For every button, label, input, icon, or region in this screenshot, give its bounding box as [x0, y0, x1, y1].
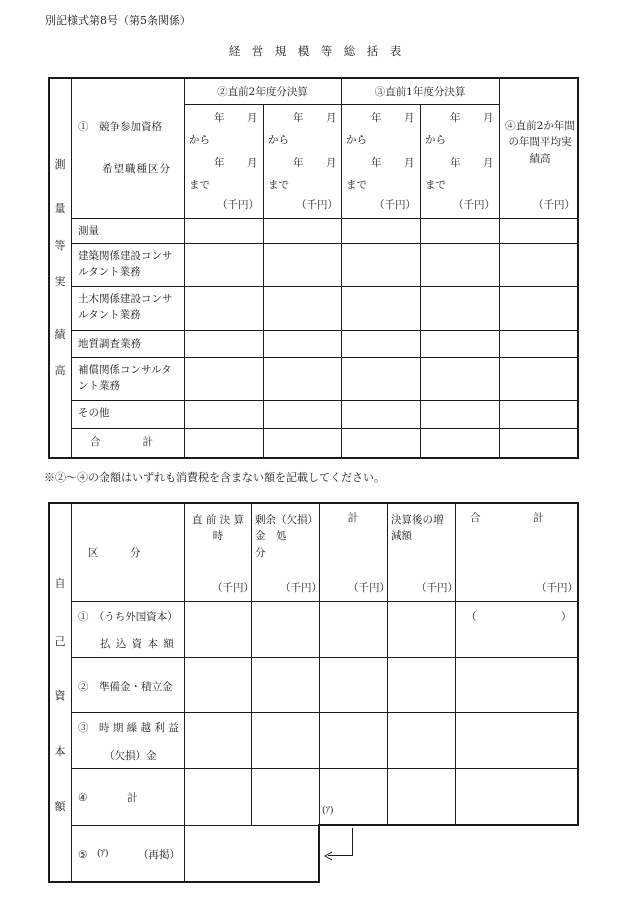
before-header: 直 前 決 算 時	[191, 514, 244, 543]
col3-header: ③直前1年度分決算	[374, 86, 466, 98]
side-label-char: 実	[54, 275, 66, 288]
month-label: 月	[483, 157, 494, 169]
row5-label: （再掲）	[138, 849, 180, 861]
year-label: 年	[293, 112, 304, 124]
row-label-total: 合 計	[90, 436, 153, 448]
change-header: 決算後の増減額	[391, 514, 444, 543]
row4-number: ④	[78, 792, 88, 804]
row4-label: 計	[127, 792, 138, 804]
sum-header: 合 計	[470, 512, 544, 524]
year-label: 年	[371, 112, 382, 124]
note-text: ※②～④の金額はいずれも消費税を含まない額を記載してください。	[44, 471, 385, 484]
row-label: 測量	[78, 225, 99, 237]
unit-label: （千円）	[217, 199, 259, 211]
until-label: まで	[268, 179, 289, 191]
row3-label-a: ③ 時 期 繰 越 利 益	[78, 722, 179, 734]
from-label: から	[346, 134, 367, 146]
year-label: 年	[450, 112, 461, 124]
until-label: まで	[425, 179, 446, 191]
month-label: 月	[483, 112, 494, 124]
row-label: 補償関係コンサルタント業務	[78, 364, 172, 393]
side-label-char: 額	[54, 800, 66, 813]
row5-number: ⑤	[78, 849, 88, 861]
year-label: 年	[214, 157, 225, 169]
year-label: 年	[214, 112, 225, 124]
unit-label: （千円）	[536, 582, 578, 594]
row3-label-b: （欠損）金	[104, 750, 157, 762]
col2-header: ②直前2年度分決算	[217, 86, 308, 98]
year-label: 年	[293, 157, 304, 169]
until-label: まで	[346, 179, 367, 191]
month-label: 月	[326, 112, 337, 124]
month-label: 月	[247, 112, 258, 124]
page-title: 経 営 規 模 等 総 括 表	[228, 44, 402, 58]
side-label-char: 量	[54, 202, 66, 215]
month-label: 月	[404, 112, 415, 124]
row2-label: ② 準備金・積立金	[78, 681, 173, 693]
form-number: 別記様式第8号（第5条関係）	[45, 14, 191, 27]
until-label: まで	[189, 179, 210, 191]
from-label: から	[189, 134, 210, 146]
col1-header-line1: ① 競争参加資格	[78, 121, 162, 133]
side-label-char: 測	[54, 158, 66, 171]
unit-label: （千円）	[296, 199, 338, 211]
unit-label: （千円）	[212, 582, 254, 594]
col1-header-line2: 希望職種区分	[102, 163, 171, 175]
unit-label: （千円）	[280, 582, 322, 594]
month-label: 月	[404, 157, 415, 169]
row4-mark: (ｱ)	[322, 806, 334, 816]
surplus-header: 剰余（欠損）金 処 分	[255, 514, 313, 559]
row-label: その他	[78, 407, 110, 419]
unit-label: （千円）	[348, 582, 390, 594]
arrow-head-icon	[324, 851, 334, 861]
unit-label: （千円）	[453, 199, 495, 211]
side-label-char: 己	[54, 635, 66, 648]
col4-header: ④直前2か年間の年間平均実績高	[505, 120, 575, 165]
row1-label-b: 払 込 資 本 額	[100, 638, 175, 650]
side-label-char: 績	[54, 328, 66, 341]
kubun-header: 区 分	[88, 547, 141, 559]
row5-mark: (ｱ)	[97, 849, 109, 859]
year-label: 年	[371, 157, 382, 169]
row-label: 地質調査業務	[78, 338, 141, 350]
month-label: 月	[247, 157, 258, 169]
from-label: から	[268, 134, 289, 146]
total-header: 計	[347, 512, 359, 524]
month-label: 月	[326, 157, 337, 169]
from-label: から	[425, 134, 446, 146]
row-label: 建築関係建設コンサルタント業務	[78, 250, 173, 279]
unit-label: （千円）	[416, 582, 458, 594]
side-label-char: 資	[54, 689, 66, 702]
row1-label-a: ① （うち外国資本）	[78, 611, 178, 623]
side-label-char: 等	[54, 239, 66, 252]
unit-label: （千円）	[533, 199, 575, 211]
unit-label: （千円）	[374, 199, 416, 211]
year-label: 年	[450, 157, 461, 169]
side-label-char: 本	[54, 745, 66, 758]
row1-paren-close: ）	[561, 611, 572, 623]
side-label-char: 高	[54, 364, 66, 377]
row1-paren-open: （	[466, 611, 477, 623]
row-label: 土木関係建設コンサルタント業務	[78, 293, 173, 322]
side-label-char: 自	[54, 577, 66, 590]
